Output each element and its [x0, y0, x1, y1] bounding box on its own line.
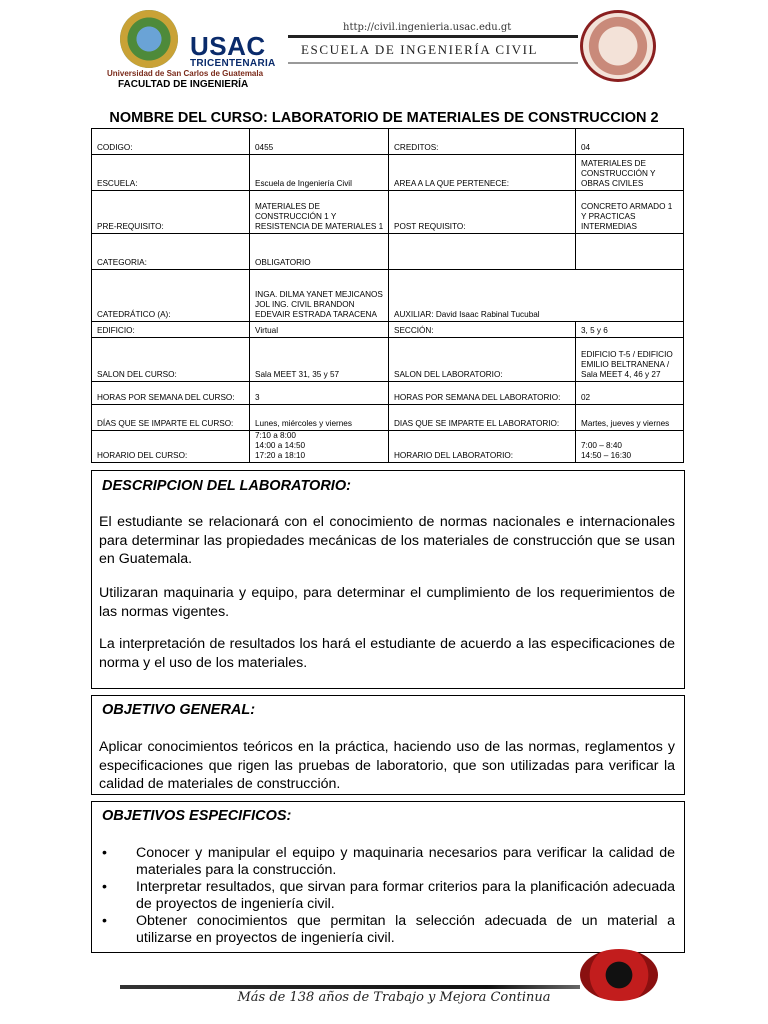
area-label: AREA A LA QUE PERTENECE: [389, 155, 576, 191]
horas-curso-value: 3 [250, 382, 389, 405]
horario-curso-line: 14:00 a 14:50 [255, 441, 306, 450]
dias-lab-label: DIAS QUE SE IMPARTE EL LABORATORIO: [389, 405, 576, 431]
header-rule [288, 35, 578, 38]
table-row [92, 234, 684, 270]
horario-curso-value [250, 431, 389, 463]
seccion-value: 3, 5 y 6 [576, 322, 684, 338]
descripcion-heading: DESCRIPCION DEL LABORATORIO: [102, 478, 351, 494]
escuela-value: Escuela de Ingeniería Civil [250, 155, 389, 191]
area-value: MATERIALES DE CONSTRUCCIÓN Y OBRAS CIVILES [576, 155, 684, 191]
logo-tagline: TRICENTENARIA [190, 58, 276, 69]
horario-lab-line: 14:50 – 16:30 [581, 451, 632, 460]
postreq-label: POST REQUISITO: [389, 191, 576, 234]
usac-seal-logo [120, 10, 178, 68]
list-item: • Interpretar resultados, que sirvan para formar criterios para la planificación adecuada de proyectos de ingeniería civil. [99, 879, 675, 912]
table-row [92, 270, 684, 322]
horario-curso-label: HORARIO DEL CURSO: [92, 431, 250, 463]
header-rule-thin [288, 62, 578, 64]
codigo-label: CODIGO: [92, 129, 250, 155]
catedratico-label: CATEDRÁTICO (A): [92, 270, 250, 322]
seccion-label: SECCIÓN: [389, 322, 576, 338]
course-info-table [91, 128, 684, 463]
categoria-value: OBLIGATORIO [250, 234, 389, 270]
empty-cell [576, 234, 684, 270]
list-item: • Conocer y manipular el equipo y maquinaria necesarios para verificar la calidad de materiales para la construcción. [99, 845, 675, 878]
objetivos-especificos-heading: OBJETIVOS ESPECIFICOS: [102, 808, 292, 824]
horario-lab-line: 7:00 – 8:40 [581, 441, 622, 450]
table-row [92, 382, 684, 405]
postreq-value: CONCRETO ARMADO 1 Y PRACTICAS INTERMEDIAS [576, 191, 684, 234]
horario-curso-line: 7:10 a 8:00 [255, 431, 296, 440]
header-url: http://civil.ingenieria.usac.edu.gt [343, 22, 512, 33]
escuela-label: ESCUELA: [92, 155, 250, 191]
objetivos-especificos-box [91, 801, 685, 953]
table-row [92, 191, 684, 234]
salon-curso-label: SALON DEL CURSO: [92, 338, 250, 382]
descripcion-paragraph: La interpretación de resultados los hará el estudiante de acuerdo a las especificaciones de norma y el uso de los materiales. [99, 636, 675, 671]
table-row [92, 405, 684, 431]
table-row [92, 431, 684, 463]
descripcion-paragraph: Utilizaran maquinaria y equipo, para determinar el cumplimiento de los requerimientos de las normas vigentes. [99, 585, 675, 620]
edificio-label: EDIFICIO: [92, 322, 250, 338]
list-item: • Obtener conocimientos que permitan la selección adecuada de un material a utilizarse en proyectos de ingeniería civil. [99, 913, 675, 946]
objetivo-general-heading: OBJETIVO GENERAL: [102, 702, 256, 718]
usac-logo-text: USAC [190, 31, 266, 61]
footer-rule [120, 985, 580, 989]
objetivo-general-text: Aplicar conocimientos teóricos en la práctica, haciendo uso de las normas, reglamentos y especificaciones que rigen las pruebas de laboratorio, que son utilizadas para verificar la calidad de materiales de construcción. [99, 739, 675, 792]
prereq-label: PRE-REQUISITO: [92, 191, 250, 234]
creditos-value: 04 [576, 129, 684, 155]
table-row [92, 322, 684, 338]
school-name: ESCUELA DE INGENIERÍA CIVIL [301, 42, 539, 57]
horario-lab-label: HORARIO DEL LABORATORIO: [389, 431, 576, 463]
categoria-label: CATEGORIA: [92, 234, 250, 270]
creditos-label: CREDITOS: [389, 129, 576, 155]
descripcion-box [91, 470, 685, 689]
horas-curso-label: HORAS POR SEMANA DEL CURSO: [92, 382, 250, 405]
descripcion-paragraph: El estudiante se relacionará con el conocimiento de normas nacionales e internacionales para determinar las propiedades mecánicas de los materiales de construcción que se usan en Guatemala. [99, 514, 675, 567]
course-title: NOMBRE DEL CURSO: LABORATORIO DE MATERIALES DE CONSTRUCCION 2 [109, 110, 659, 126]
objetivo-general-box [91, 695, 685, 795]
empty-cell [389, 234, 576, 270]
civil-engineering-shield-logo [580, 10, 656, 82]
faculty-name: FACULTAD DE INGENIERÍA [118, 79, 249, 90]
university-name: Universidad de San Carlos de Guatemala [107, 69, 264, 78]
horario-lab-value [576, 431, 684, 463]
prereq-value: MATERIALES DE CONSTRUCCIÓN 1 Y RESISTENCIA DE MATERIALES 1 [250, 191, 389, 234]
dias-curso-value: Lunes, miércoles y viernes [250, 405, 389, 431]
codigo-value: 0455 [250, 129, 389, 155]
table-row [92, 129, 684, 155]
dias-curso-label: DÍAS QUE SE IMPARTE EL CURSO: [92, 405, 250, 431]
edificio-value: Virtual [250, 322, 389, 338]
table-row [92, 155, 684, 191]
horas-lab-value: 02 [576, 382, 684, 405]
auxiliar-value: AUXILIAR: David Isaac Rabinal Tucubal [389, 270, 684, 322]
footer-motto: Más de 138 años de Trabajo y Mejora Continua [237, 990, 551, 1005]
table-row [92, 338, 684, 382]
horario-curso-line: 17:20 a 18:10 [255, 451, 306, 460]
salon-curso-value: Sala MEET 31, 35 y 57 [250, 338, 389, 382]
objetivos-list [99, 845, 675, 947]
salon-lab-value: EDIFICIO T-5 / EDIFICIO EMILIO BELTRANENA / Sala MEET 4, 46 y 27 [576, 338, 684, 382]
catedratico-value: INGA. DILMA YANET MEJICANOS JOL ING. CIVIL BRANDON EDEVAIR ESTRADA TARACENA [250, 270, 389, 322]
horas-lab-label: HORAS POR SEMANA DEL LABORATORIO: [389, 382, 576, 405]
salon-lab-label: SALON DEL LABORATORIO: [389, 338, 576, 382]
dias-lab-value: Martes, jueves y viernes [576, 405, 684, 431]
